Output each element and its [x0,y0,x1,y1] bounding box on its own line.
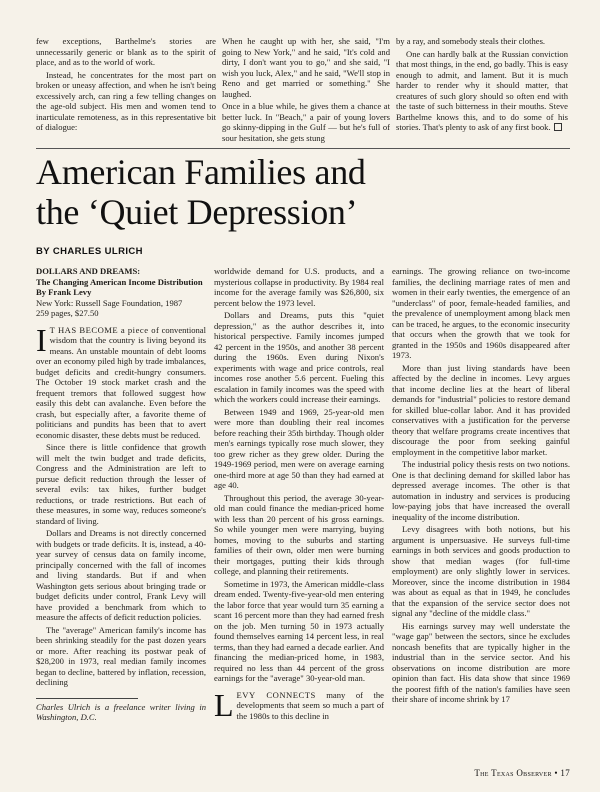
page-number: 17 [560,768,570,778]
paragraph: Once in a blue while, he gives them a chance at better luck. In "Beach," a pair of young lovers go skinny-dipping in the Gulf — but he's full of sour hesitation, she gets stung [222,101,390,143]
paragraph: Throughout this period, the average 30-year-old man could finance the median-priced home with less than 20 percent of his gross earnings. So while younger men were marrying, buying homes, moving to the suburbs and starting families of their own, older men were burning their mortgages, putting their kids through college, and planning their retirements. [214,492,384,576]
section-divider [36,148,570,149]
paragraph: Between 1949 and 1969, 25-year-old men were more than doubling their real incomes before reaching their 35th birthday. Though older men's earnings typically rose much slower, they too grew richer as they grew older. During the 1949-1969 period, men were on average earning one-third more at age 50 than they had earned at age 40. [214,406,384,490]
author-bio: Charles Ulrich is a freelance writer living in Washington, D.C. [36,701,206,722]
paragraph: The industrial policy thesis rests on two notions. One is that declining demand for skilled labor has depressed average incomes. The other is that automation in industry and services is producing low-paying jobs that have increased the overall inequality of the income distribution. [392,459,570,522]
prev-article-column-2 [222,36,390,145]
end-mark-icon [554,123,562,131]
paragraph: earnings. The growing reliance on two-income families, the declining marriage rates of men and women in their early twenties, the emergence of an "underclass" of poor, female-headed families, and the prevalence of unemployment among black men can be traced, he argues, to the economic insecurity that occurs when the growth that we took for granted in the 1950s and 1960s disappeared after 1973. [392,266,570,360]
lead-caps: EVY CONNECTS [236,689,316,700]
lead-caps: T HAS BECOME a piece of [49,324,160,335]
article-title [36,152,570,232]
bio-divider [36,698,138,699]
prev-article-column-1 [36,36,216,135]
book-author: By Frank Levy [36,287,92,297]
title-line-2: the ‘Quiet Depression’ [36,192,358,232]
lead-paragraph [36,321,206,441]
article-column-3 [392,266,570,707]
paragraph: Dollars and Dreams, puts this "quiet depression," as the author describes it, into historical perspective. Family incomes jumped 42 percent in the 1950s, and another 38 percent during the 1960s. Even during Nixon's experiments with wage and price controls, real incomes rose another 5.6 percent. Fueling this escalation in family incomes was the speed with which the workers could increase their earnings. [214,310,384,404]
paragraph: Since there is little confidence that growth will melt the twin budget and trade deficits, Congress and the Administration are left to pursue deficit reduction through the lesser of several evils: tax hikes, further budget reductions, or trade restrictions. But each of these measures, in some way, reduces someone's standard of living. [36,442,206,526]
section-lead-paragraph [214,686,384,723]
byline: BY CHARLES ULRICH [36,246,143,257]
paragraph: by a ray, and somebody steals their clothes. [396,36,546,46]
book-info [36,266,206,319]
paragraph: Levy disagrees with both notions, but his argument is unpersuasive. He surveys full-time earnings in both services and goods production to show that median wages (for full-time employment) are only slightly lower in services. Moreover, since the income distribution in 1984 was about as equal as that in 1949, he concludes that the expansion of the service sector does not signal any "decline of the middle class." [392,524,570,618]
paragraph: few exceptions, Barthelme's stories are unnecessarily generic or blank as to the spirit of place, and as to the world of work. [36,36,216,67]
book-subtitle: The Changing American Income Distribution [36,276,203,287]
drop-cap: L [214,686,234,723]
paragraph: Sometime in 1973, the American middle-class dream ended. Twenty-five-year-old men entering the labor force that year would turn 35 earning a scant 16 percent more than they had earned fresh on the job. Men turning 50 in 1973 actually found themselves earning 14 percent less, in real terms, than they had earned a decade earlier. And financing the median-priced home, in 1983, required no less than 44 percent of the gross earnings for the "average" 30-year-old man. [214,578,384,683]
prev-article-column-3 [396,36,568,135]
page-footer [474,768,570,778]
title-line-1: American Families and [36,152,366,192]
book-title: DOLLARS AND DREAMS: [36,266,141,276]
drop-cap: I [36,321,47,358]
paragraph-text: One can hardly balk at the Russian conviction that most things, in the end, go badly. This is easy enough to admit, and lament. But it is much harder to render why it should matter, that creatures of such glory should so often end with the taste of such bitterness in their mouths. Steve Barthelme knows this, and to do some of his stories. That's plenty to ask of any first book. [396,48,568,132]
paragraph: His earnings survey may well understate the "wage gap" between the sectors, since he excludes noncash benefits that are typically higher in the industrial than in the service sector. And his observations on income distribution are more opinion than fact. His data show that since 1969 the poorest fifth of the nation's families have seen their share of income shrink by 17 [392,620,570,704]
paragraph: Instead, he concentrates for the most part on broken or uneasy affection, and when he isn't being excessively arch, can ring a few telling changes on the age-old subject. His men and women tend to inarticulate remoteness, as in this representative bit of dialogue: [36,69,216,132]
publication-name: The Texas Observer [474,768,552,778]
paragraph: worldwide demand for U.S. products, and a mysterious collapse in productivity. By 1984 real income for the average family was $26,800, six percent below the 1973 level. [214,266,384,308]
article-column-2 [214,266,384,723]
block-quote: When he caught up with her, she said, "I'm going to New York," and he said, "It's cold and dirty, I don't want you to go," and she said, "I wish you luck, Alex," and he said, "We'll stop in Reno and get married or something." She laughed. [222,36,390,99]
footer-separator: • [554,768,558,778]
book-publisher: New York: Russell Sage Foundation, 1987 [36,297,183,308]
paragraph [396,49,568,133]
article-column-1 [36,266,206,725]
paragraph: The "average" American family's income has been shrinking steadily for the past dozen years or more. After reaching its postwar peak of $28,200 in 1973, real median family incomes began to decline, battered by inflation, recession, declining [36,624,206,687]
book-price: 259 pages, $27.50 [36,308,99,318]
paragraph: Dollars and Dreams is not directly concerned with budgets or trade deficits. It is, instead, a 40-year survey of census data on family income, principally concerned with the fall of incomes and living standards. But if and when Washington gets serious about bringing trade or budget deficits under control, Frank Levy will have provided a benchmark from which to measure the affects of deficit reduction policies. [36,528,206,622]
lead-text: conventional wisdom that the country is living beyond its means. An unstable mountain of debt looms over an economy piled high by trade imbalances, budget deficits and credit-hungry consumers. The October 19 stock market crash and the frequent tremors that followed suggest how easily this debt can avalanche. Even before the crash, but especially after, a favorite theme of politicians and pundits has been that to avert economic disaster, these debts must be reduced. [36,324,206,440]
lead-text: many of the developments that seem so much a part of the 1980s to this decline in [236,689,384,721]
paragraph: More than just living standards have been affected by the decline in incomes. Levy argues that income decline lies at the heart of liberal demands for "industrial" policies to restore demand for skilled blue-collar labor. And it has provided conservatives with a justification for the perverse theory that welfare programs create incentives that discourage the poor from seeking gainful employment in the competitive labor market. [392,362,570,457]
